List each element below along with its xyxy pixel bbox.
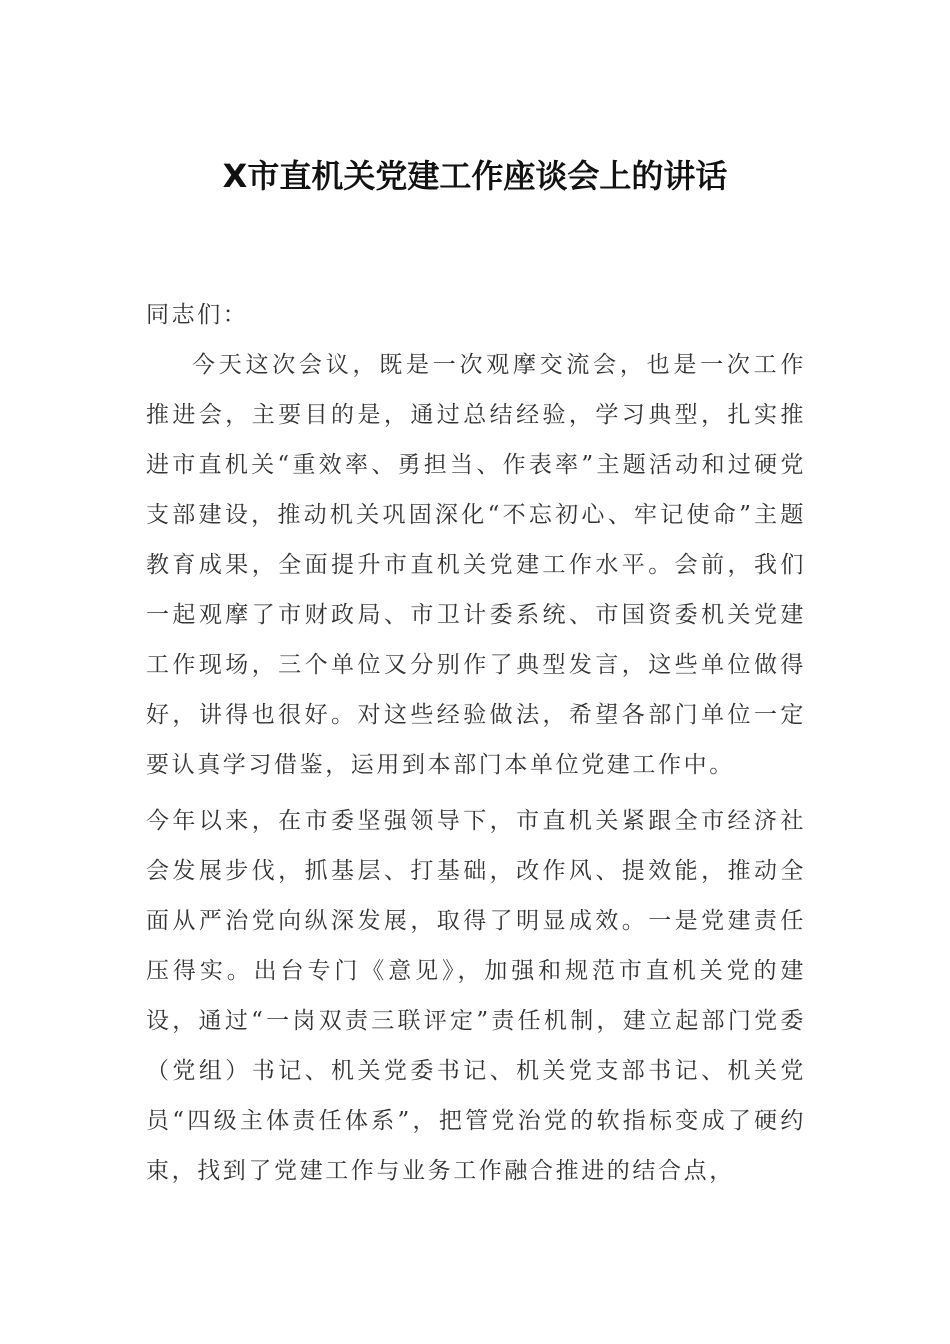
- paragraph-1: 今天这次会议，既是一次观摩交流会，也是一次工作推进会，主要目的是，通过总结经验，学习典型，扎实推进市直机关“重效率、勇担当、作表率”主题活动和过硬党支部建设，推动机关巩固深化“不忘初心、牢记使命”主题教育成果，全面提升市直机关党建工作水平。会前，我们一起观摩了市财政局、市卫计委系统、市国资委机关党建工作现场，三个单位又分别作了典型发言，这些单位做得好，讲得也很好。对这些经验做法，希望各部门单位一定要认真学习借鉴，运用到本部门本单位党建工作中。: [146, 352, 806, 778]
- document-title: X市直机关党建工作座谈会上的讲话: [222, 157, 728, 195]
- document-body: [146, 290, 806, 1196]
- paragraph-2: 今年以来，在市委坚强领导下，市直机关紧跟全市经济社会发展步伐，抓基层、打基础，改作风、提效能，推动全面从严治党向纵深发展，取得了明显成效。一是党建责任压得实。出台专门《意见》，加强和规范市直机关党的建设，通过“一岗双责三联评定”责任机制，建立起部门党委（党组）书记、机关党委书记、机关党支部书记、机关党员“四级主体责任体系”，把管党治党的软指标变成了硬约束，找到了党建工作与业务工作融合推进的结合点，: [146, 808, 806, 1184]
- salutation: 同志们：: [146, 302, 249, 328]
